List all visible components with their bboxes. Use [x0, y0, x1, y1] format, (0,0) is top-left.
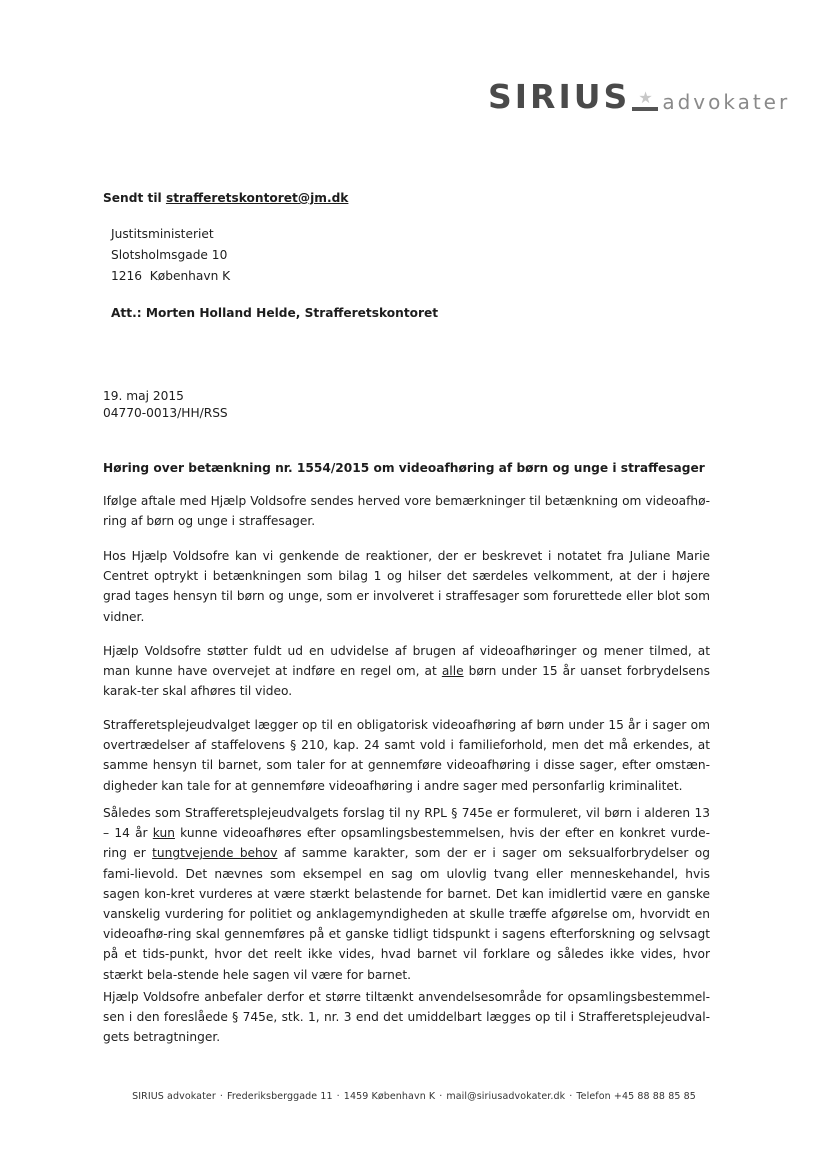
paragraph-3-text-a: Hjælp Voldsofre støtter fuldt ud en udvidelse af brugen af videoafhøringer og mener tilmed, at man kunne have overvejet at indføre en regel om, at	[103, 644, 710, 679]
star-icon: ★	[632, 83, 658, 113]
footer-firm: SIRIUS advokater	[132, 1091, 216, 1102]
paragraph-3-text-b: børn under 15 år uanset forbrydelsens karak-ter skal afhøres til video.	[103, 664, 710, 699]
paragraph-6: Hjælp Voldsofre anbefaler derfor et større tiltænkt anvendelsesområde for opsamlingsbestemmel-sen i den foreslåede § 745e, stk. 1, nr. 3 end det umiddelbart lægges op til i Strafferetsplejeudval-gets betragtninger.	[103, 990, 710, 1045]
paragraph-4: Strafferetsplejeudvalget lægger op til en obligatorisk videoafhøring af børn under 15 år i sager om overtrædelser af staffelovens § 210, kap. 24 samt vold i familieforhold, men det må erkendes, at samme hensyn til barnet, som taler for at gennemføre videoafhøring i disse sager, efter omstæn-digheder kan tale for at gennemføre videoafhøring i andre sager med personfarlig kriminalitet.	[103, 718, 710, 793]
recipient-street: Slotsholmsgade 10	[111, 248, 228, 262]
recipient-org: Justitsministeriet	[111, 227, 214, 241]
footer-city: 1459 København K	[343, 1091, 436, 1102]
footer-address: Frederiksberggade 11	[227, 1091, 333, 1102]
letter-reference: 04770-0013/HH/RSS	[103, 406, 228, 420]
paragraph-3-emphasis: alle	[441, 664, 464, 679]
sent-to-prefix: Sendt til	[103, 191, 166, 205]
paragraph-1: Ifølge aftale med Hjælp Voldsofre sendes herved vore bemærkninger til betænkning om videoafhø-ring af børn og unge i straffesager.	[103, 494, 710, 529]
paragraph-5-emphasis-kun: kun	[152, 826, 175, 841]
footer-phone: Telefon +45 88 88 85 85	[576, 1091, 696, 1102]
recipient-city: 1216 København K	[111, 269, 231, 283]
paragraph-5-text-c: af samme karakter, som der er i sager om seksualforbrydelser og fami-lievold. Det nævnes som eksempel en sag om ulovlig tvang eller menneskehandel, hvis sagen kon-kret vurderes at være stærkt belastende for barnet. Det kan imidlertid være en ganske vanskelig vurdering for politiet og anklagemyndigheden at skulle træffe afgørelse om, hvorvidt en videoafhø-ring skal gennemføres på et ganske tidligt tidspunkt i sagens efterforskning og selvsagt på et tids-punkt, hvor det reelt ikke vides, hvad barnet vil forklare og således ikke vides, hvor stærkt bela-stende hele sagen vil være for barnet.	[103, 846, 710, 982]
paragraph-5-text-a: Således som Strafferetsplejeudvalgets forslag til ny RPL § 745e er formuleret, vil børn i alderen 13 – 14 år	[103, 806, 710, 841]
logo-sub: advokater	[662, 90, 791, 114]
footer-email[interactable]: mail@siriusadvokater.dk	[446, 1091, 566, 1102]
firm-logo	[488, 77, 791, 116]
paragraph-5	[103, 803, 710, 985]
letter-date: 19. maj 2015	[103, 389, 184, 403]
paragraph-5-text-b: kunne videoafhøres efter opsamlingsbestemmelsen, hvis der efter en konkret vurde-ring er	[103, 826, 710, 861]
page-footer: SIRIUS advokater · Frederiksberggade 11 · 1459 København K · mail@siriusadvokater.dk · Telefon +45 88 88 85 85	[132, 1091, 696, 1102]
paragraph-2: Hos Hjælp Voldsofre kan vi genkende de reaktioner, der er beskrevet i notatet fra Juliane Marie Centret optrykt i betænkningen som bilag 1 og hilser det særdeles velkomment, at der i højere grad tages hensyn til børn og unge, som er involveret i straffesager som forurettede eller blot som vidner.	[103, 549, 710, 624]
paragraph-3	[103, 641, 710, 702]
paragraph-5-emphasis-behov: tungtvejende behov	[152, 846, 278, 861]
sent-to-line	[103, 188, 713, 209]
attention-line: Att.: Morten Holland Helde, Strafferetskontoret	[111, 306, 439, 320]
letter-subject: Høring over betænkning nr. 1554/2015 om videoafhøring af børn og unge i straffesager	[103, 461, 705, 475]
logo-brand: SIRIUS	[488, 77, 631, 116]
recipient-email-link[interactable]: strafferetskontoret@jm.dk	[165, 191, 349, 205]
